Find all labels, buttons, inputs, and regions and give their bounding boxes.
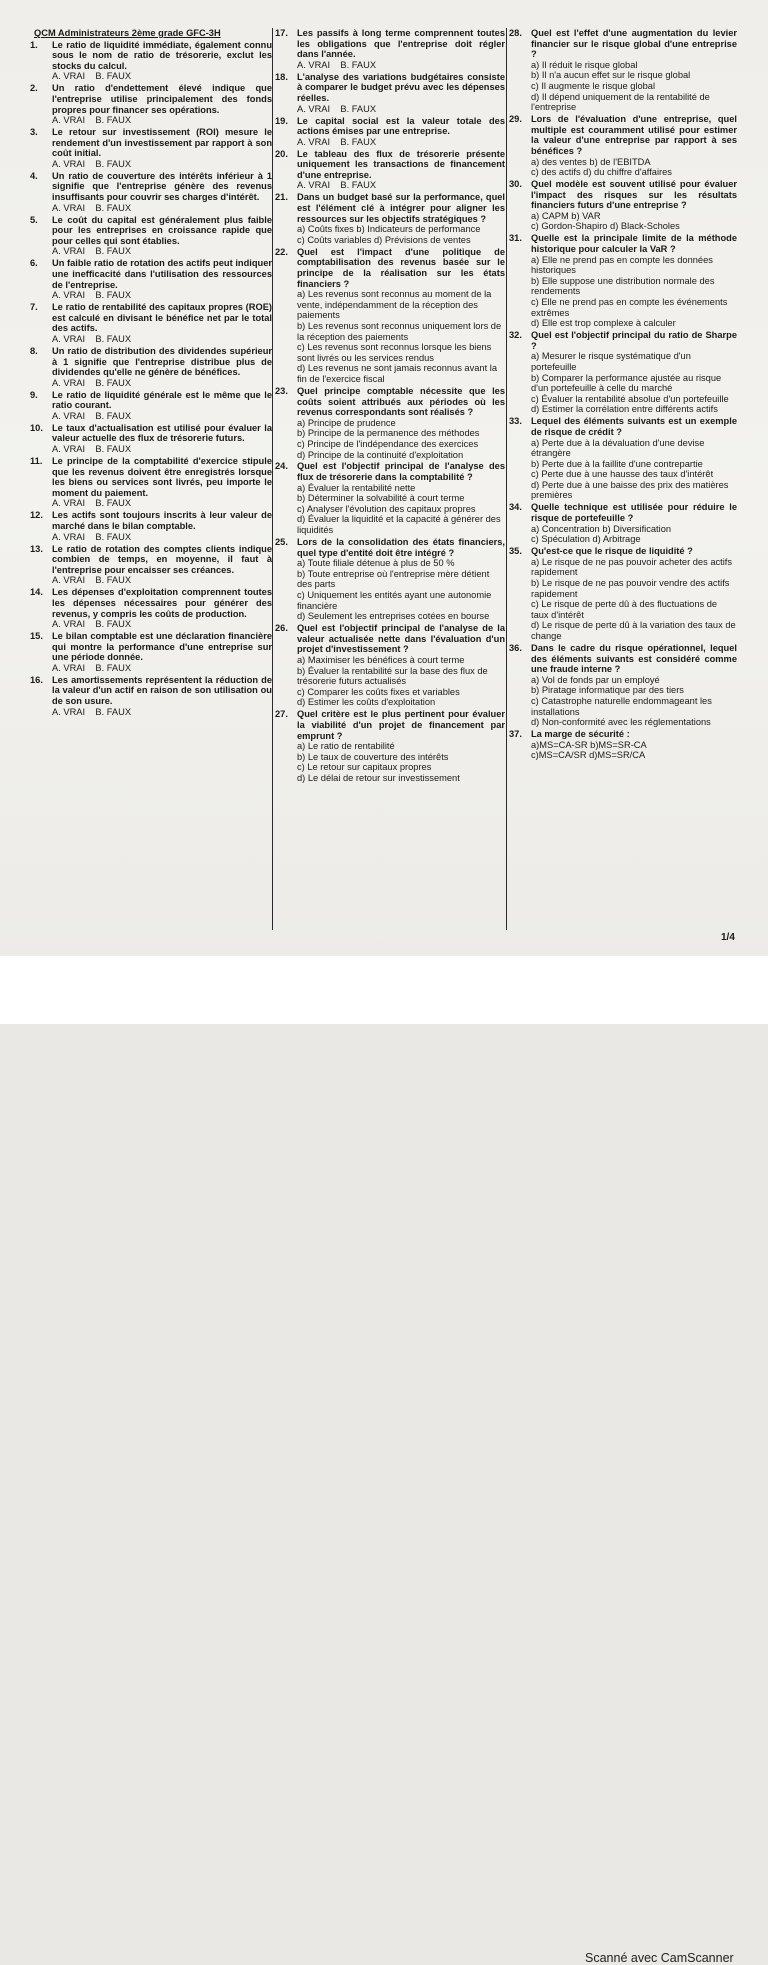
question-text: Quel est l'objectif principal de l'analyse des flux de trésorerie dans la comptabilité ?	[297, 461, 505, 483]
question-number: 13.	[30, 543, 43, 554]
question-text: Un faible ratio de rotation des actifs peut indiquer une inefficacité dans l'utilisation des ressources de l'entreprise.	[52, 258, 272, 290]
question-number: 27.	[275, 709, 288, 720]
question-body	[52, 631, 272, 673]
question-number: 33.	[509, 416, 522, 427]
exam-title: QCM Administrateurs 2ème grade GFC-3H	[34, 28, 221, 38]
question-body	[52, 390, 272, 422]
question-item	[30, 390, 272, 422]
question-number: 7.	[30, 302, 38, 313]
question-item	[30, 456, 272, 509]
answer-option: c) Uniquement les entités ayant une autonomie financière	[297, 590, 492, 611]
answer-choices: A. VRAI B. FAUX	[297, 59, 377, 70]
answer-option: a) Les revenus sont reconnus au moment de la vente, indépendamment de la réception des paiements	[297, 289, 492, 321]
question-text: Les dépenses d'exploitation comprennent toutes les dépenses nécessaires pour générer des revenus, y compris les coûts de production.	[52, 587, 272, 619]
answer-option: c) Gordon-Shapiro d) Black-Scholes	[531, 221, 680, 232]
question-text: Quel est l'impact d'une politique de comptabilisation des revenus basée sur le principe de la réalisation sur les états financiers ?	[297, 246, 505, 289]
question-item	[275, 386, 505, 460]
question-item	[509, 502, 737, 544]
question-body	[52, 302, 272, 344]
question-text: Un ratio de couverture des intérêts inférieur à 1 signifie que l'entreprise génère des revenus insuffisants pour couvrir ses charges d'intérêt.	[52, 170, 272, 203]
question-body	[297, 247, 505, 385]
question-item	[30, 587, 272, 629]
question-body	[297, 386, 505, 460]
answer-option: b) Il n'a aucun effet sur le risque global	[531, 70, 691, 81]
question-text: Quel modèle est souvent utilisé pour évaluer l'impact des risques sur les résultats financiers futurs d'une entreprise ?	[531, 179, 737, 211]
question-number: 34.	[509, 502, 522, 513]
question-number: 28.	[509, 28, 522, 38]
question-number: 23.	[275, 385, 288, 396]
question-text: Le retour sur investissement (ROI) mesure le rendement d'un investissement par rapport à son coût initial.	[52, 127, 272, 159]
question-body	[531, 546, 737, 641]
question-number: 11.	[30, 456, 43, 467]
question-number: 26.	[275, 623, 288, 634]
answer-choices: A. VRAI B. FAUX	[297, 103, 377, 114]
question-text: Lors de la consolidation des états financiers, quel type d'entité doit être intégré ?	[297, 537, 505, 558]
question-body	[52, 258, 272, 300]
answer-choices: A. VRAI B. FAUX	[52, 410, 132, 421]
question-body	[52, 83, 272, 125]
answer-option: d) Les revenus ne sont jamais reconnus avant la fin de l'exercice fiscal	[297, 363, 497, 384]
question-text: Quel est l'objectif principal du ratio de Sharpe ?	[531, 330, 737, 351]
question-item	[275, 537, 505, 622]
answer-choices: A. VRAI B. FAUX	[52, 444, 132, 455]
question-body	[52, 544, 272, 586]
question-text: Le principe de la comptabilité d'exercice stipule que les revenus doivent être enregistrés lorsque les biens ou services sont livrés, peu importe le moment du paiement.	[52, 456, 272, 498]
question-body	[531, 114, 737, 178]
question-body	[297, 149, 505, 191]
question-item	[30, 171, 272, 213]
question-body	[297, 461, 505, 535]
answer-choices: A. VRAI B. FAUX	[52, 246, 132, 257]
question-body	[531, 233, 737, 328]
question-text: Dans un budget basé sur la performance, quel est l'élément clé à intégrer pour aligner les ressources sur les objectifs stratégiques ?	[297, 192, 505, 224]
question-item	[30, 258, 272, 300]
question-text: Quel est l'objectif principal de l'analyse de la valeur actualisée nette dans l'évaluation d'un projet d'investissement ?	[297, 623, 505, 655]
question-item	[30, 302, 272, 344]
question-number: 14.	[30, 587, 43, 598]
question-number: 31.	[509, 233, 522, 244]
question-number: 15.	[30, 631, 43, 642]
question-text: Un ratio d'endettement élevé indique que l'entreprise utilise principalement des fonds propres pour financer ses opérations.	[52, 83, 272, 115]
question-number: 22.	[275, 246, 288, 257]
answer-choices: A. VRAI B. FAUX	[52, 158, 132, 169]
answer-option: c) Elle ne prend pas en compte les événements extrêmes	[531, 297, 728, 318]
answer-option: a) Toute filiale détenue à plus de 50 %	[297, 558, 455, 569]
answer-choices: A. VRAI B. FAUX	[52, 377, 132, 388]
question-item	[30, 127, 272, 169]
question-text: Les passifs à long terme comprennent toutes les obligations que l'entreprise doit régler dans l'année.	[297, 28, 505, 60]
question-item	[509, 28, 737, 113]
question-number: 20.	[275, 148, 288, 159]
answer-option: a) Concentration b) Diversification	[531, 523, 672, 534]
answer-choices: A. VRAI B. FAUX	[52, 202, 132, 213]
question-number: 5.	[30, 214, 38, 225]
question-body	[297, 623, 505, 708]
answer-choices: A. VRAI B. FAUX	[52, 575, 132, 586]
question-text: Quelle technique est utilisée pour réduire le risque de portefeuille ?	[531, 502, 737, 524]
question-text: Le coût du capital est généralement plus faible pour les entreprises en croissance rapide que pour celles qui sont établies.	[52, 214, 272, 246]
question-item	[30, 346, 272, 388]
question-text: Le ratio de rentabilité des capitaux propres (ROE) est calculé en divisant le bénéfice net par le total des actifs.	[52, 302, 272, 334]
answer-option: b) Toute entreprise où l'entreprise mère détient des parts	[297, 568, 490, 590]
answer-option: c) Évaluer la rentabilité absolue d'un portefeuille	[531, 393, 729, 404]
question-item	[275, 149, 505, 191]
scanner-watermark: Scanné avec CamScanner	[585, 1951, 734, 1965]
question-item	[275, 623, 505, 708]
answer-option: d) Estimer la corrélation entre différents actifs	[531, 404, 718, 415]
scanner-footer	[0, 956, 768, 1965]
question-item	[30, 631, 272, 673]
answer-option: c) Analyser l'évolution des capitaux propres	[297, 503, 476, 514]
answer-option: a) Mesurer le risque systématique d'un portefeuille	[531, 351, 691, 372]
question-item	[509, 643, 737, 728]
answer-option: a) Coûts fixes b) Indicateurs de performance	[297, 224, 481, 235]
question-number: 1.	[30, 39, 38, 50]
column-left	[30, 28, 272, 928]
answer-option: c) Perte due à une hausse des taux d'intérêt	[531, 469, 714, 480]
question-number: 4.	[30, 170, 38, 181]
question-body	[531, 330, 737, 415]
answer-option: b) Évaluer la rentabilité sur la base des flux de trésorerie futurs actualisés	[297, 665, 488, 687]
question-body	[531, 643, 737, 728]
question-body	[297, 28, 505, 70]
question-body	[297, 116, 505, 148]
question-number: 32.	[509, 330, 522, 341]
answer-option: d) Le risque de perte dû à la variation des taux de change	[531, 620, 736, 641]
answer-choices: A. VRAI B. FAUX	[52, 662, 132, 673]
question-body	[297, 72, 505, 114]
answer-option: c) Le retour sur capitaux propres	[297, 762, 432, 773]
answer-option: a) des ventes b) de l'EBITDA	[531, 156, 651, 167]
question-text: Lequel des éléments suivants est un exemple de risque de crédit ?	[531, 416, 737, 437]
answer-option: c) Catastrophe naturelle endommageant les installations	[531, 695, 712, 717]
question-body	[52, 346, 272, 388]
question-body	[52, 127, 272, 169]
answer-option: a) Le ratio de rentabilité	[297, 741, 395, 752]
question-number: 19.	[275, 115, 288, 126]
page-number: 1/4	[721, 932, 735, 943]
question-text: La marge de sécurité :	[531, 729, 630, 740]
question-item	[509, 729, 737, 761]
answer-option: a) Évaluer la rentabilité nette	[297, 482, 416, 493]
answer-choices: A. VRAI B. FAUX	[52, 619, 132, 630]
column-right	[509, 28, 737, 928]
column-divider	[272, 28, 273, 930]
answer-choices: A. VRAI B. FAUX	[297, 180, 377, 191]
answer-option: d) Estimer les coûts d'exploitation	[297, 697, 436, 708]
answer-option: b) Elle suppose une distribution normale des rendements	[531, 275, 715, 297]
question-item	[509, 233, 737, 328]
answer-option: b) Le risque de ne pas pouvoir vendre des actifs rapidement	[531, 578, 730, 599]
question-item	[275, 709, 505, 783]
answer-choices: A. VRAI B. FAUX	[52, 531, 132, 542]
question-item	[30, 423, 272, 455]
question-item	[30, 215, 272, 257]
answer-option: a) Le risque de ne pas pouvoir acheter des actifs rapidement	[531, 556, 733, 578]
question-text: Le ratio de liquidité immédiate, également connu sous le nom de ratio de trésorerie, exclut les stocks du calcul.	[52, 39, 272, 71]
question-item	[275, 461, 505, 535]
answer-choices: A. VRAI B. FAUX	[52, 706, 132, 717]
question-text: Dans le cadre du risque opérationnel, lequel des éléments suivants est considéré comme une fraude interne ?	[531, 642, 737, 675]
question-number: 24.	[275, 461, 288, 472]
answer-option: b) Piratage informatique par des tiers	[531, 685, 684, 696]
answer-option: a)MS=CA-SR b)MS=SR-CA	[531, 739, 647, 750]
answer-option: a) CAPM b) VAR	[531, 210, 601, 221]
question-body	[52, 215, 272, 257]
question-item	[509, 114, 737, 178]
question-item	[30, 40, 272, 82]
question-number: 25.	[275, 537, 288, 548]
question-text: Le ratio de rotation des comptes clients indique combien de temps, en moyenne, il faut à l'entreprise pour encaisser ses créances.	[52, 543, 272, 575]
answer-option: a) Principe de prudence	[297, 417, 396, 428]
question-number: 29.	[509, 114, 522, 125]
answer-option: c)MS=CA/SR d)MS=SR/CA	[531, 750, 646, 761]
question-body	[297, 537, 505, 622]
question-text: Le tableau des flux de trésorerie présente uniquement les transactions de financement d'une entreprise.	[297, 148, 505, 180]
answer-option: d) Évaluer la liquidité et la capacité à générer des liquidités	[297, 514, 501, 536]
answer-option: c) Coûts variables d) Prévisions de ventes	[297, 234, 471, 245]
answer-option: d) Seulement les entreprises cotées en bourse	[297, 611, 490, 622]
question-item	[30, 675, 272, 717]
answer-choices: A. VRAI B. FAUX	[52, 71, 132, 82]
question-text: Quel critère est le plus pertinent pour évaluer la viabilité d'un projet de financement par emprunt ?	[297, 709, 505, 741]
question-text: Le taux d'actualisation est utilisé pour évaluer la valeur actuelle des flux de trésorerie futurs.	[52, 422, 272, 444]
question-body	[52, 171, 272, 213]
question-body	[52, 456, 272, 509]
question-text: Les actifs sont toujours inscrits à leur valeur de marché dans le bilan comptable.	[52, 510, 272, 532]
question-text: Quelle est la principale limite de la méthode historique pour calculer la VaR ?	[531, 233, 737, 255]
answer-option: a) Elle ne prend pas en compte les données historiques	[531, 254, 713, 276]
question-number: 9.	[30, 389, 38, 400]
question-item	[275, 247, 505, 385]
question-body	[531, 179, 737, 232]
column-divider	[506, 28, 507, 930]
answer-option: b) Principe de la permanence des méthodes	[297, 428, 480, 439]
question-body	[52, 675, 272, 717]
question-body	[531, 729, 737, 761]
question-text: Le bilan comptable est une déclaration financière qui montre la performance d'une entreprise sur une période donnée.	[52, 631, 272, 663]
question-item	[509, 416, 737, 501]
question-text: Lors de l'évaluation d'une entreprise, quel multiple est couramment utilisé pour estimer la valeur d'une entreprise par rapport à ses bénéfices ?	[531, 114, 737, 156]
question-body	[52, 510, 272, 542]
question-body	[52, 423, 272, 455]
question-item	[30, 83, 272, 125]
question-number: 21.	[275, 192, 288, 203]
question-body	[531, 416, 737, 501]
answer-option: a) Vol de fonds par un employé	[531, 674, 660, 685]
answer-option: a) Perte due à la dévaluation d'une devise étrangère	[531, 437, 705, 459]
question-item	[509, 179, 737, 232]
answer-option: b) Déterminer la solvabilité à court terme	[297, 493, 465, 504]
question-body	[531, 28, 737, 113]
question-number: 8.	[30, 345, 38, 356]
question-number: 37.	[509, 729, 522, 740]
question-text: Quel est l'effet d'une augmentation du levier financier sur le risque global d'une entreprise ?	[531, 28, 737, 60]
question-item	[30, 510, 272, 542]
column-middle	[275, 28, 505, 928]
question-body	[297, 709, 505, 783]
answer-option: c) Principe de l'indépendance des exercices	[297, 438, 479, 449]
answer-option: c) Comparer les coûts fixes et variables	[297, 686, 460, 697]
answer-choices: A. VRAI B. FAUX	[52, 498, 132, 509]
answer-option: c) Il augmente le risque global	[531, 80, 656, 91]
answer-option: c) Les revenus sont reconnus lorsque les biens sont livrés ou les services rendus	[297, 342, 492, 363]
answer-option: b) Le taux de couverture des intérêts	[297, 751, 449, 762]
question-text: L'analyse des variations budgétaires consiste à comparer le budget prévu avec les dépenses réelles.	[297, 71, 505, 103]
question-text: Un ratio de distribution des dividendes supérieur à 1 signifie que l'entreprise distribue plus de dividendes qu'elle ne génère de bénéfices.	[52, 345, 272, 378]
answer-option: d) Non-conformité avec les réglementations	[531, 717, 711, 728]
answer-option: c) Le risque de perte dû à des fluctuations de taux d'intérêt	[531, 599, 718, 620]
answer-option: d) Elle est trop complexe à calculer	[531, 318, 676, 329]
question-number: 3.	[30, 127, 38, 138]
question-item	[275, 192, 505, 245]
question-body	[52, 587, 272, 629]
answer-choices: A. VRAI B. FAUX	[297, 136, 377, 147]
answer-option: a) Il réduit le risque global	[531, 59, 638, 70]
question-item	[30, 544, 272, 586]
question-number: 12.	[30, 510, 43, 521]
answer-choices: A. VRAI B. FAUX	[52, 290, 132, 301]
question-number: 6.	[30, 258, 38, 269]
answer-option: c) Spéculation d) Arbitrage	[531, 534, 641, 545]
question-number: 2.	[30, 83, 38, 94]
question-number: 17.	[275, 28, 288, 38]
question-body	[297, 192, 505, 245]
question-item	[275, 116, 505, 148]
answer-option: a) Maximiser les bénéfices à court terme	[297, 654, 465, 665]
answer-option: d) Perte due à une baisse des prix des matières premières	[531, 479, 729, 501]
question-text: Le capital social est la valeur totale des actions émises par une entreprise.	[297, 115, 505, 137]
answer-option: d) Le délai de retour sur investissement	[297, 772, 460, 783]
answer-option: d) Principe de la continuité d'exploitation	[297, 449, 464, 460]
answer-option: b) Perte due à la faillite d'une contrepartie	[531, 458, 703, 469]
answer-option: b) Comparer la performance ajustée au risque d'un portefeuille à celle du marché	[531, 372, 722, 394]
question-body	[52, 40, 272, 82]
question-item	[509, 546, 737, 641]
question-item	[275, 72, 505, 114]
question-text: Qu'est-ce que le risque de liquidité ?	[531, 546, 693, 557]
question-number: 35.	[509, 546, 522, 557]
question-number: 30.	[509, 179, 522, 190]
question-number: 36.	[509, 642, 522, 653]
question-text: Le ratio de liquidité générale est le même que le ratio courant.	[52, 389, 272, 411]
question-text: Les amortissements représentent la réduction de la valeur d'un actif en raison de son utilisation ou de son usure.	[52, 674, 272, 707]
answer-option: c) des actifs d) du chiffre d'affaires	[531, 167, 672, 178]
question-item	[509, 330, 737, 415]
answer-option: b) Les revenus sont reconnus uniquement lors de la réception des paiements	[297, 320, 502, 342]
question-number: 16.	[30, 674, 43, 685]
answer-choices: A. VRAI B. FAUX	[52, 115, 132, 126]
question-text: Quel principe comptable nécessite que les coûts soient attribués aux périodes où les revenus correspondants sont réalisés ?	[297, 385, 505, 418]
question-item	[275, 28, 505, 70]
answer-option: d) Il dépend uniquement de la rentabilité de l'entreprise	[531, 91, 710, 113]
answer-choices: A. VRAI B. FAUX	[52, 333, 132, 344]
question-number: 18.	[275, 71, 288, 82]
question-number: 10.	[30, 422, 43, 433]
question-body	[531, 502, 737, 544]
